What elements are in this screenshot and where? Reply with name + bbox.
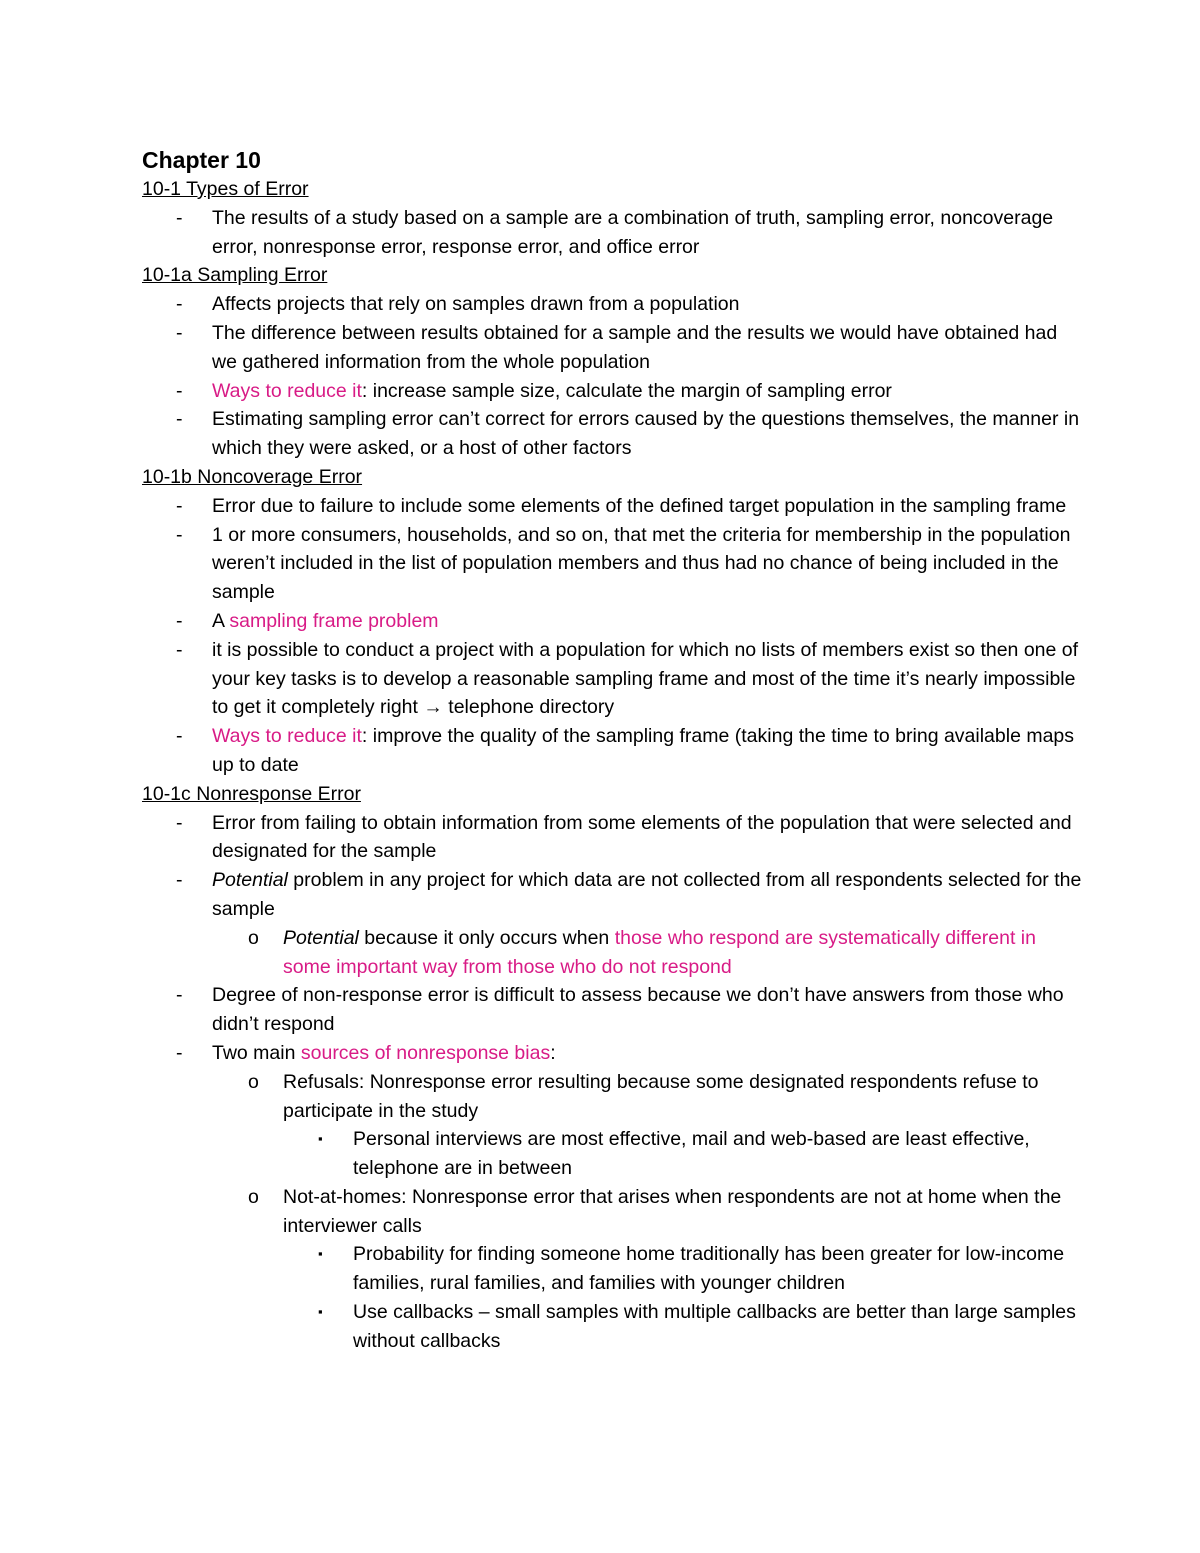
item-text: Estimating sampling error can’t correct for errors caused by the questions themselves, the manner in which they were asked, or a host of other factors: [212, 408, 1080, 460]
list-item: [142, 722, 1082, 780]
list-item: [142, 290, 1082, 319]
item-text: it is possible to conduct a project with a population for which no lists of members exist so then one of your key tasks is to develop a reasonable sampling frame and most of the time it’s nearly impossible to get it completely right: [212, 638, 1079, 719]
item-text: Error due to failure to include some elements of the defined target population in the sampling frame: [212, 494, 1067, 517]
item-text: The results of a study based on a sample are a combination of truth, sampling error, noncoverage error, nonresponse error, response error, and office error: [212, 206, 1054, 258]
dash-marker: -: [176, 869, 183, 892]
item-text: problem in any project for which data are not collected from all respondents selected for the sample: [212, 869, 1082, 920]
arrow-right-icon: →: [423, 696, 443, 719]
item-text: Use callbacks – small samples with multiple callbacks are better than large samples without callbacks: [353, 1301, 1076, 1352]
item-suffix: :: [550, 1041, 556, 1064]
dash-marker: -: [176, 321, 183, 344]
list-item: [142, 405, 1082, 463]
highlighted-term: sources of nonresponse bias: [300, 1041, 551, 1064]
section-heading: 10-1a Sampling Error: [142, 264, 328, 287]
highlighted-term: those who respond are systematically different in some important way from those who do not respond: [283, 926, 1036, 978]
dash-marker: -: [176, 494, 183, 517]
highlighted-term: sampling frame problem: [229, 609, 439, 632]
dash-marker: -: [176, 379, 183, 402]
item-text: Personal interviews are most effective, mail and web-based are least effective, telephone are in between: [353, 1128, 1030, 1180]
italic-term: Potential: [283, 926, 359, 949]
dash-marker: -: [176, 725, 183, 748]
list-item: [142, 204, 1082, 262]
item-text: Affects projects that rely on samples drawn from a population: [212, 293, 740, 316]
item-text: Degree of non-response error is difficult to assess because we don’t have answers from those who didn’t respond: [212, 984, 1064, 1036]
italic-term: Potential: [212, 869, 288, 892]
highlighted-term: Ways to reduce it: [212, 379, 362, 402]
list-item: [142, 492, 1082, 521]
dash-marker: -: [176, 1041, 183, 1064]
dash-marker: -: [176, 523, 183, 546]
circle-bullet-marker: o: [248, 1070, 259, 1093]
item-text: because it only occurs when: [358, 926, 615, 949]
item-prefix: A: [212, 609, 230, 632]
dash-marker: -: [176, 811, 183, 834]
dash-marker: -: [176, 609, 183, 632]
square-bullet-marker: ▪: [318, 1131, 323, 1147]
list-item: [142, 607, 1082, 636]
list-item: [142, 1039, 1082, 1068]
list-item: [142, 981, 1082, 1039]
item-text: Refusals: Nonresponse error resulting because some designated respondents refuse to participate in the study: [283, 1070, 1039, 1122]
item-text: Error from failing to obtain information from some elements of the population that were selected and designated for the sample: [212, 811, 1072, 863]
sub-sub-list-item: [142, 1240, 1082, 1298]
list-item: [142, 866, 1082, 924]
section-nonresponse-error: [142, 780, 1082, 1356]
dash-marker: -: [176, 293, 183, 316]
item-prefix: Two main: [212, 1041, 301, 1064]
highlighted-term: Ways to reduce it: [212, 725, 362, 748]
item-text: 1 or more consumers, households, and so on, that met the criteria for membership in the population weren’t included in the list of population members and thus had no chance of being included in the sample: [212, 523, 1071, 604]
item-text: The difference between results obtained for a sample and the results we would have obtained had we gathered information from the whole population: [212, 321, 1058, 373]
section-types-of-error: [142, 175, 1082, 261]
dash-marker: -: [176, 408, 183, 431]
section-heading: 10-1b Noncoverage Error: [142, 465, 363, 488]
section-sampling-error: [142, 261, 1082, 463]
circle-bullet-marker: o: [248, 1185, 259, 1208]
sub-list-item: [142, 1068, 1082, 1126]
item-text: Not-at-homes: Nonresponse error that arises when respondents are not at home when the interviewer calls: [283, 1185, 1062, 1237]
section-noncoverage-error: [142, 463, 1082, 780]
square-bullet-marker: ▪: [318, 1246, 323, 1262]
item-text: : improve the quality of the sampling frame (taking the time to bring available maps up to date: [212, 725, 1075, 776]
sub-sub-list-item: [142, 1125, 1082, 1183]
list-item: [142, 521, 1082, 607]
dash-marker: -: [176, 206, 183, 229]
list-item: [142, 636, 1082, 722]
dash-marker: -: [176, 638, 183, 661]
document-page: [142, 146, 1082, 1356]
sub-list-item: [142, 924, 1082, 982]
section-heading: 10-1 Types of Error: [142, 178, 309, 200]
square-bullet-marker: ▪: [318, 1304, 323, 1320]
list-item: [142, 319, 1082, 377]
item-suffix: telephone directory: [442, 696, 615, 719]
list-item: [142, 377, 1082, 406]
section-heading: 10-1c Nonresponse Error: [142, 782, 361, 805]
item-text: Probability for finding someone home traditionally has been greater for low-income families, rural families, and families with younger children: [353, 1243, 1065, 1295]
list-item: [142, 809, 1082, 867]
item-text: : increase sample size, calculate the margin of sampling error: [361, 379, 892, 402]
sub-sub-list-item: [142, 1298, 1082, 1356]
dash-marker: -: [176, 984, 183, 1007]
circle-bullet-marker: o: [248, 926, 259, 949]
sub-list-item: [142, 1183, 1082, 1241]
document-title: Chapter 10: [142, 147, 261, 173]
